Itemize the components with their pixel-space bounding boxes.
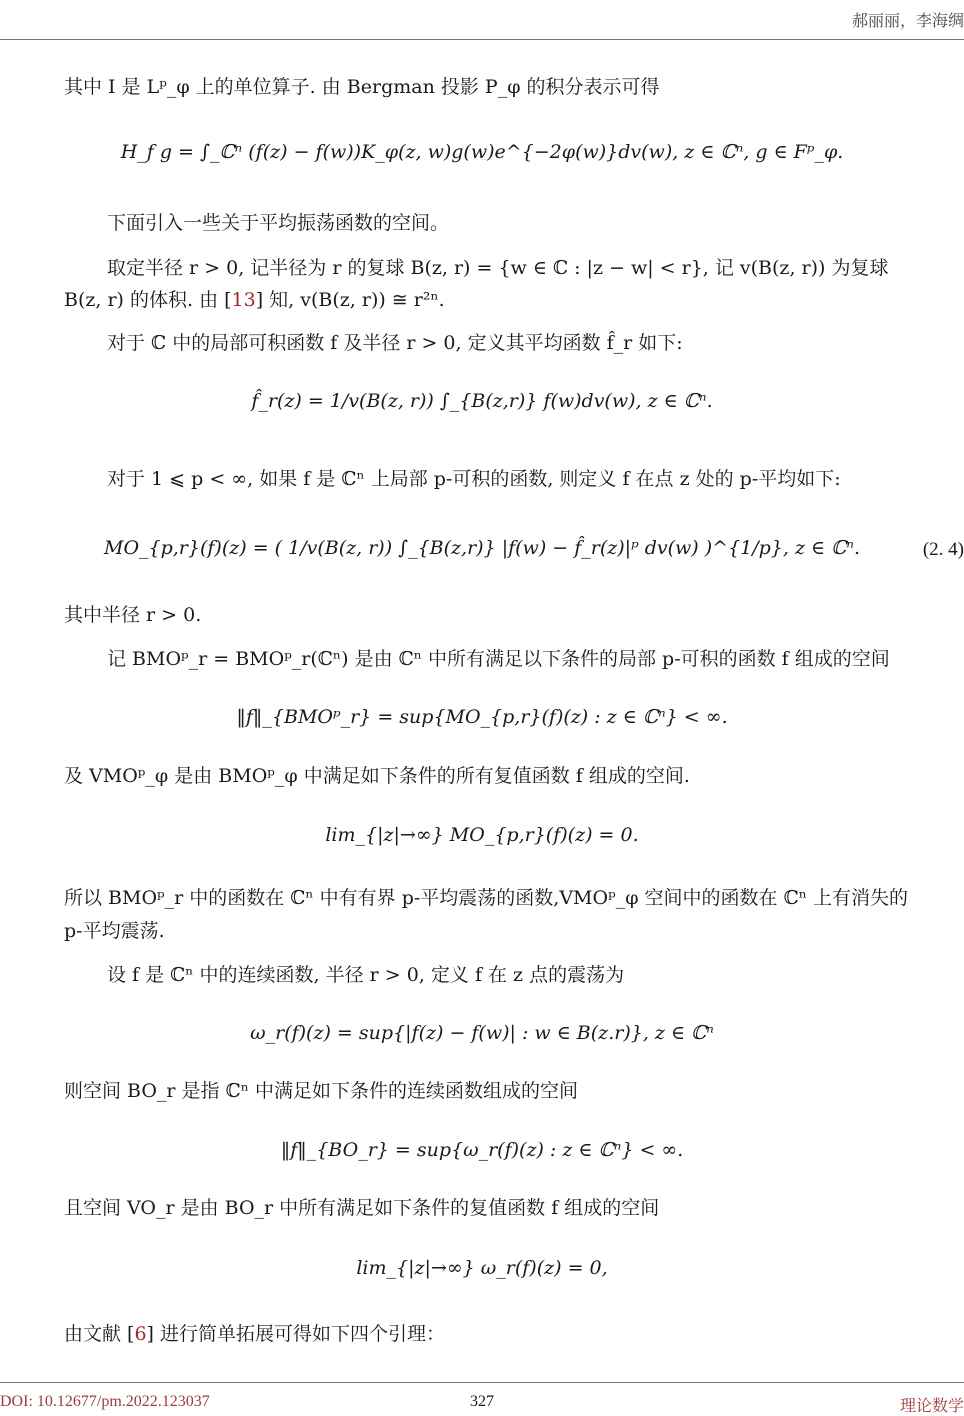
paragraph-9-line-2: p-平均震荡. (64, 920, 165, 942)
equation-3: MO_{p,r}(f)(z) = ( 1/v(B(z, r)) ∫_{B(z,r)} |f(w) − f̂_r(z)|ᵖ dv(w) )^{1/p}, z ∈ ℂⁿ. (103, 537, 860, 559)
paragraph-3-text-b: ] 知, v(B(z, r)) ≅ r²ⁿ. (255, 289, 445, 311)
paragraph-5: 对于 1 ⩽ p < ∞, 如果 f 是 ℂⁿ 上局部 p-可积的函数, 则定义 f 在点 z 处的 p-平均如下: (107, 468, 841, 490)
footer-doi-link[interactable]: DOI: 10.12677/pm.2022.123037 (0, 1393, 210, 1410)
paragraph-3-text-a: B(z, r) 的体积. 由 [ (64, 289, 232, 311)
paragraph-7: 记 BMOᵖ_r = BMOᵖ_r(ℂⁿ) 是由 ℂⁿ 中所有满足以下条件的局部 p-可积的函数 f 组成的空间 (107, 648, 890, 670)
paragraph-11: 则空间 BO_r 是指 ℂⁿ 中满足如下条件的连续函数组成的空间 (64, 1080, 578, 1102)
paragraph-12: 且空间 VO_r 是由 BO_r 中所有满足如下条件的复值函数 f 组成的空间 (64, 1197, 660, 1219)
footer-journal-name: 理论数学 (899, 1396, 964, 1415)
equation-5: lim_{|z|→∞} MO_{p,r}(f)(z) = 0. (325, 824, 639, 846)
equation-4: ‖f‖_{BMOᵖ_r} = sup{MO_{p,r}(f)(z) : z ∈ ℂⁿ} < ∞. (236, 706, 728, 728)
header-rule (0, 39, 964, 40)
equation-8: lim_{|z|→∞} ω_r(f)(z) = 0, (356, 1257, 608, 1279)
paragraph-3-line-1: 取定半径 r > 0, 记半径为 r 的复球 B(z, r) = {w ∈ ℂ : |z − w| < r}, 记 v(B(z, r)) 为复球 (107, 257, 889, 279)
paragraph-2: 下面引入一些关于平均振荡函数的空间。 (107, 212, 450, 234)
equation-3-number: (2. 4) (922, 539, 964, 560)
paragraph-9-line-1: 所以 BMOᵖ_r 中的函数在 ℂⁿ 中有有界 p-平均震荡的函数,VMOᵖ_φ 空间中的函数在 ℂⁿ 上有消失的 (64, 887, 908, 909)
equation-7: ‖f‖_{BO_r} = sup{ω_r(f)(z) : z ∈ ℂⁿ} < ∞. (280, 1139, 684, 1161)
paragraph-8: 及 VMOᵖ_φ 是由 BMOᵖ_φ 中满足如下条件的所有复值函数 f 组成的空间. (64, 765, 690, 787)
footer-rule (0, 1382, 964, 1383)
paragraph-13 (64, 1325, 445, 1344)
paragraph-13-text-b: ] 进行简单拓展可得如下四个引理： (146, 1323, 445, 1345)
paragraph-6: 其中半径 r > 0. (64, 604, 202, 626)
paragraph-1: 其中 I 是 Lᵖ_φ 上的单位算子. 由 Bergman 投影 P_φ 的积分表示可得 (64, 76, 660, 98)
equation-6: ω_r(f)(z) = sup{|f(z) − f(w)| : w ∈ B(z.r)}, z ∈ ℂⁿ (250, 1022, 714, 1044)
paragraph-10: 设 f 是 ℂⁿ 中的连续函数, 半径 r > 0, 定义 f 在 z 点的震荡为 (107, 964, 625, 986)
header-authors: 郝丽丽，李海绸 (851, 11, 964, 30)
citation-link-6[interactable]: 6 (134, 1323, 147, 1345)
equation-2: f̂_r(z) = 1/v(B(z, r)) ∫_{B(z,r)} f(w)dv(w), z ∈ ℂⁿ. (251, 390, 713, 412)
paragraph-4: 对于 ℂ 中的局部可积函数 f 及半径 r > 0, 定义其平均函数 f̂_r 如下: (107, 332, 683, 354)
equation-1: H_f g = ∫_ℂⁿ (f(z) − f(w))K_φ(z, w)g(w)e^{−2φ(w)}dv(w), z ∈ ℂⁿ, g ∈ Fᵖ_φ. (120, 141, 844, 163)
footer-page-number: 327 (470, 1393, 494, 1410)
paragraph-13-text-a: 由文献 [ (64, 1323, 135, 1345)
paragraph-3-line-2 (64, 291, 445, 310)
citation-link-13[interactable]: 13 (231, 289, 256, 311)
